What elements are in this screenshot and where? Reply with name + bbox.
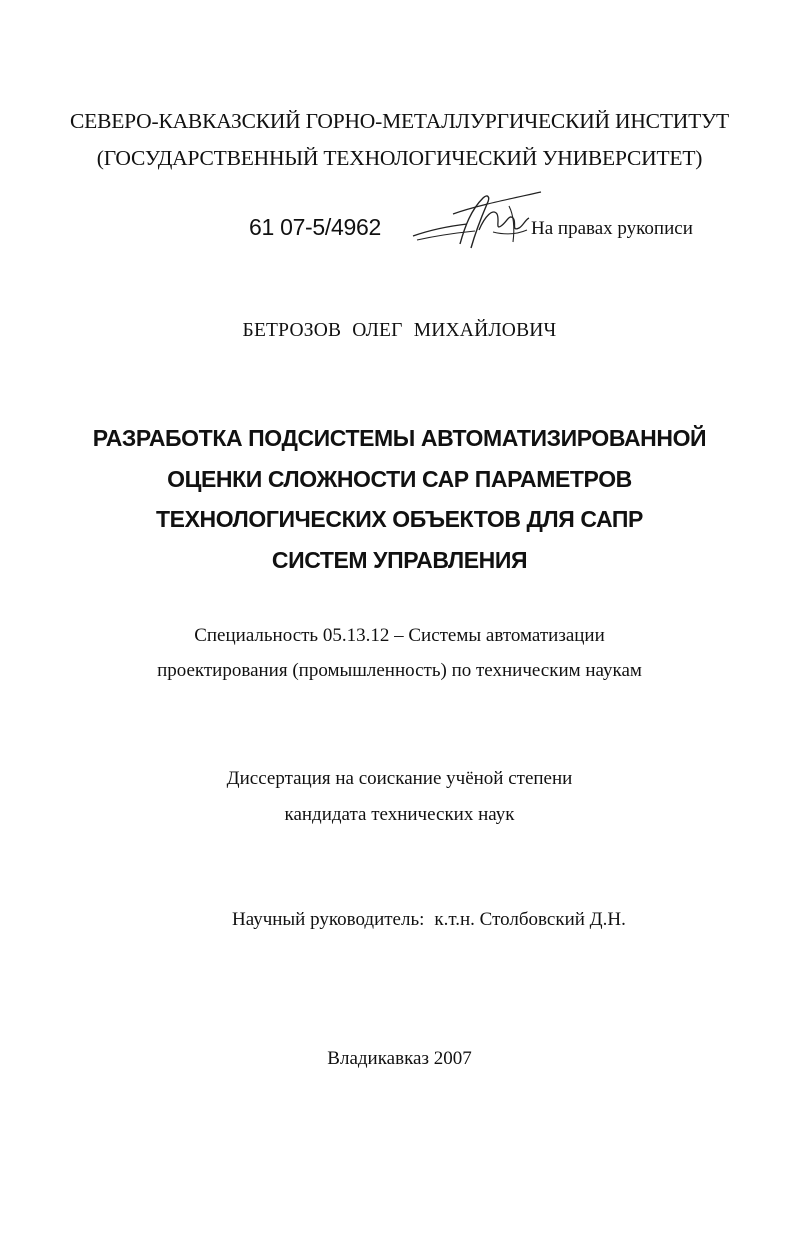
- author-surname: БЕТРОЗОВ: [242, 320, 342, 341]
- author-first-name: ОЛЕГ: [352, 320, 403, 341]
- author-name: [0, 320, 799, 342]
- specialty-line: проектирования (промышленность) по техническим наукам: [157, 660, 642, 681]
- thesis-title-line: РАЗРАБОТКА ПОДСИСТЕМЫ АВТОМАТИЗИРОВАННОЙ: [92, 425, 707, 451]
- supervisor-label: Научный руководитель:: [232, 909, 425, 930]
- thesis-title-line: ОЦЕНКИ СЛОЖНОСТИ САР ПАРАМЕТРОВ: [167, 466, 632, 492]
- supervisor-name: к.т.н. Столбовский Д.Н.: [434, 909, 626, 930]
- dissertation-degree-line: кандидата технических наук: [284, 804, 515, 825]
- author-patronymic: МИХАЙЛОВИЧ: [413, 320, 557, 341]
- city-year: Владикавказ 2007: [327, 1048, 472, 1069]
- dissertation-degree-line: Диссертация на соискание учёной степени: [226, 768, 573, 789]
- supervisor: [232, 909, 626, 931]
- thesis-title-line: СИСТЕМ УПРАВЛЕНИЯ: [271, 547, 528, 573]
- thesis-title-line: ТЕХНОЛОГИЧЕСКИХ ОБЪЕКТОВ ДЛЯ САПР: [156, 506, 643, 532]
- specialty-line: Специальность 05.13.12 – Системы автоматизации: [194, 625, 605, 646]
- institution-name: СЕВЕРО-КАВКАЗСКИЙ ГОРНО-МЕТАЛЛУРГИЧЕСКИЙ ИНСТИТУТ: [70, 109, 729, 133]
- institution-subtitle: (ГОСУДАРСТВЕННЫЙ ТЕХНОЛОГИЧЕСКИЙ УНИВЕРСИТЕТ): [96, 146, 703, 170]
- registration-code: 61 07-5/4962: [249, 214, 381, 240]
- manuscript-rights: На правах рукописи: [531, 218, 693, 239]
